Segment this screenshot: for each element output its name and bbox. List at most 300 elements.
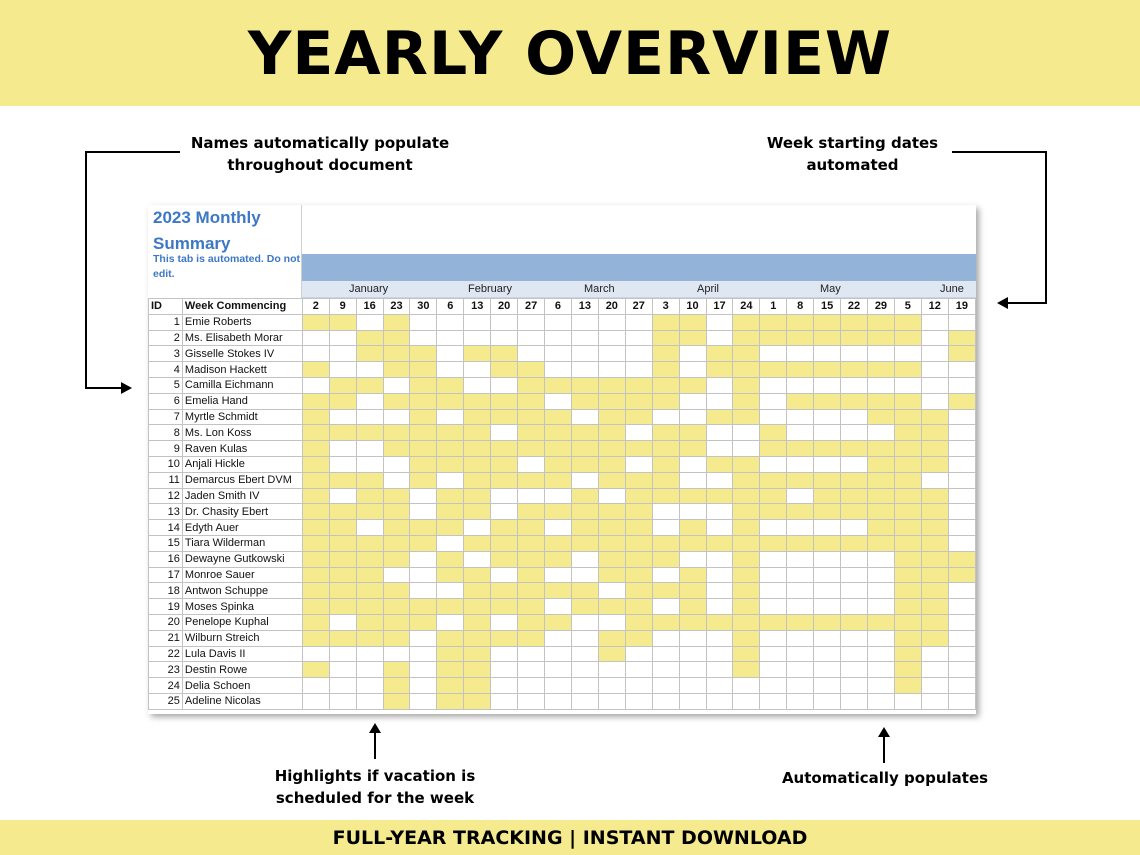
vacation-cell-highlighted — [383, 583, 410, 599]
vacation-cell — [545, 646, 572, 662]
vacation-cell — [329, 346, 356, 362]
vacation-cell-highlighted — [733, 393, 760, 409]
vacation-cell-highlighted — [760, 488, 787, 504]
annotation-names-line-1: Names automatically populate — [190, 134, 450, 152]
vacation-cell-highlighted — [948, 346, 975, 362]
table-row — [149, 567, 976, 583]
vacation-cell — [787, 630, 814, 646]
annotation-dates-connector-bottom — [1008, 302, 1047, 304]
row-name: Antwon Schuppe — [182, 583, 302, 599]
vacation-cell — [437, 583, 464, 599]
week-header: 13 — [464, 299, 491, 315]
vacation-cell-highlighted — [571, 425, 598, 441]
vacation-cell-highlighted — [383, 314, 410, 330]
vacation-cell — [867, 646, 894, 662]
vacation-cell — [841, 567, 868, 583]
vacation-cell — [410, 630, 437, 646]
vacation-cell — [625, 662, 652, 678]
vacation-cell-highlighted — [356, 551, 383, 567]
vacation-cell — [760, 409, 787, 425]
vacation-cell-highlighted — [625, 504, 652, 520]
vacation-cell — [598, 314, 625, 330]
vacation-cell-highlighted — [733, 599, 760, 615]
vacation-cell-highlighted — [921, 441, 948, 457]
vacation-cell — [760, 599, 787, 615]
table-row — [149, 488, 976, 504]
row-id: 6 — [149, 393, 183, 409]
vacation-cell — [814, 551, 841, 567]
vacation-cell-highlighted — [545, 551, 572, 567]
vacation-cell — [356, 393, 383, 409]
vacation-cell-highlighted — [894, 409, 921, 425]
vacation-cell — [948, 535, 975, 551]
vacation-cell-highlighted — [814, 504, 841, 520]
vacation-cell — [545, 488, 572, 504]
vacation-cell-highlighted — [706, 535, 733, 551]
vacation-cell-highlighted — [733, 535, 760, 551]
table-row — [149, 330, 976, 346]
vacation-cell — [410, 693, 437, 709]
vacation-cell-highlighted — [652, 346, 679, 362]
vacation-cell-highlighted — [652, 377, 679, 393]
vacation-cell — [545, 314, 572, 330]
vacation-cell — [787, 567, 814, 583]
row-id: 22 — [149, 646, 183, 662]
arrow-left-icon — [997, 297, 1008, 309]
month-label-january: January — [349, 283, 389, 295]
vacation-cell-highlighted — [679, 441, 706, 457]
vacation-cell — [841, 425, 868, 441]
vacation-cell-highlighted — [302, 599, 329, 615]
vacation-cell-highlighted — [437, 551, 464, 567]
vacation-cell-highlighted — [921, 630, 948, 646]
vacation-cell-highlighted — [598, 599, 625, 615]
vacation-cell — [356, 520, 383, 536]
vacation-cell-highlighted — [491, 535, 518, 551]
vacation-cell-highlighted — [329, 520, 356, 536]
vacation-cell-highlighted — [356, 599, 383, 615]
week-header: 17 — [706, 299, 733, 315]
annotation-populates-line-1: Automatically populates — [781, 769, 989, 787]
row-id: 16 — [149, 551, 183, 567]
vacation-cell — [302, 693, 329, 709]
vacation-cell-highlighted — [383, 678, 410, 694]
vacation-cell — [948, 520, 975, 536]
vacation-cell-highlighted — [679, 488, 706, 504]
vacation-cell — [329, 456, 356, 472]
vacation-cell — [867, 678, 894, 694]
table-row — [149, 346, 976, 362]
grid-header-row — [149, 299, 976, 315]
vacation-cell — [867, 346, 894, 362]
week-header: 12 — [921, 299, 948, 315]
vacation-cell-highlighted — [679, 520, 706, 536]
vacation-cell — [760, 520, 787, 536]
vacation-cell-highlighted — [841, 441, 868, 457]
vacation-cell-highlighted — [733, 362, 760, 378]
vacation-cell — [921, 646, 948, 662]
vacation-cell — [948, 646, 975, 662]
vacation-cell-highlighted — [679, 567, 706, 583]
vacation-cell — [329, 678, 356, 694]
vacation-cell — [356, 314, 383, 330]
row-id: 2 — [149, 330, 183, 346]
vacation-cell — [706, 472, 733, 488]
vacation-cell — [410, 314, 437, 330]
vacation-cell-highlighted — [787, 314, 814, 330]
vacation-cell-highlighted — [894, 599, 921, 615]
vacation-cell — [733, 441, 760, 457]
vacation-cell-highlighted — [894, 583, 921, 599]
vacation-cell-highlighted — [491, 346, 518, 362]
vacation-cell-highlighted — [302, 314, 329, 330]
vacation-cell-highlighted — [464, 504, 491, 520]
vacation-cell — [437, 409, 464, 425]
vacation-cell — [545, 393, 572, 409]
vacation-cell — [706, 551, 733, 567]
vacation-cell — [948, 441, 975, 457]
table-row — [149, 456, 976, 472]
vacation-cell-highlighted — [545, 583, 572, 599]
row-id: 10 — [149, 456, 183, 472]
annotation-dates — [740, 132, 965, 176]
vacation-cell-highlighted — [841, 314, 868, 330]
vacation-cell-highlighted — [814, 614, 841, 630]
vacation-cell — [329, 362, 356, 378]
vacation-cell-highlighted — [598, 504, 625, 520]
vacation-cell-highlighted — [625, 551, 652, 567]
vacation-cell — [760, 456, 787, 472]
vacation-cell — [733, 693, 760, 709]
vacation-cell-highlighted — [545, 441, 572, 457]
vacation-cell-highlighted — [518, 409, 545, 425]
vacation-cell — [545, 567, 572, 583]
vacation-cell-highlighted — [894, 314, 921, 330]
vacation-cell-highlighted — [571, 583, 598, 599]
vacation-cell — [383, 456, 410, 472]
vacation-cell — [841, 646, 868, 662]
week-header: 29 — [867, 299, 894, 315]
vacation-cell — [545, 630, 572, 646]
vacation-cell — [706, 599, 733, 615]
vacation-cell — [652, 567, 679, 583]
table-row — [149, 599, 976, 615]
page-title: YEARLY OVERVIEW — [247, 19, 893, 89]
vacation-cell-highlighted — [841, 488, 868, 504]
vacation-cell-highlighted — [760, 314, 787, 330]
vacation-cell-highlighted — [733, 520, 760, 536]
vacation-cell-highlighted — [545, 425, 572, 441]
vacation-cell-highlighted — [948, 551, 975, 567]
vacation-cell — [464, 377, 491, 393]
table-row — [149, 678, 976, 694]
vacation-cell — [867, 425, 894, 441]
vacation-cell — [760, 393, 787, 409]
table-row — [149, 425, 976, 441]
vacation-cell-highlighted — [652, 393, 679, 409]
vacation-cell-highlighted — [437, 630, 464, 646]
vacation-cell — [302, 678, 329, 694]
vacation-cell — [706, 662, 733, 678]
week-header: 16 — [356, 299, 383, 315]
vacation-cell-highlighted — [464, 425, 491, 441]
row-name: Ms. Lon Koss — [182, 425, 302, 441]
vacation-cell-highlighted — [841, 393, 868, 409]
vacation-cell — [867, 583, 894, 599]
vacation-cell-highlighted — [894, 488, 921, 504]
vacation-cell — [814, 567, 841, 583]
vacation-cell — [437, 535, 464, 551]
row-id: 3 — [149, 346, 183, 362]
vacation-cell-highlighted — [841, 614, 868, 630]
vacation-cell-highlighted — [410, 456, 437, 472]
row-name: Madison Hackett — [182, 362, 302, 378]
vacation-cell-highlighted — [948, 393, 975, 409]
vacation-cell-highlighted — [383, 346, 410, 362]
row-name: Camilla Eichmann — [182, 377, 302, 393]
vacation-cell-highlighted — [518, 567, 545, 583]
vacation-cell — [921, 393, 948, 409]
week-header: 6 — [437, 299, 464, 315]
vacation-cell-highlighted — [571, 520, 598, 536]
vacation-cell-highlighted — [464, 346, 491, 362]
vacation-cell-highlighted — [921, 520, 948, 536]
vacation-cell — [867, 551, 894, 567]
table-row — [149, 409, 976, 425]
row-id: 1 — [149, 314, 183, 330]
vacation-cell-highlighted — [733, 583, 760, 599]
vacation-cell-highlighted — [329, 504, 356, 520]
footer-text: FULL-YEAR TRACKING | INSTANT DOWNLOAD — [332, 827, 808, 849]
vacation-cell — [571, 662, 598, 678]
column-header-week-commencing: Week Commencing — [182, 299, 302, 315]
vacation-cell — [356, 662, 383, 678]
row-name: Dewayne Gutkowski — [182, 551, 302, 567]
vacation-cell-highlighted — [383, 504, 410, 520]
vacation-cell — [814, 456, 841, 472]
vacation-cell — [814, 346, 841, 362]
row-id: 4 — [149, 362, 183, 378]
vacation-cell-highlighted — [652, 535, 679, 551]
vacation-cell-highlighted — [867, 409, 894, 425]
vacation-cell-highlighted — [921, 504, 948, 520]
sheet-header-band — [302, 254, 976, 281]
vacation-cell-highlighted — [491, 456, 518, 472]
vacation-cell-highlighted — [625, 441, 652, 457]
table-row — [149, 520, 976, 536]
vacation-cell — [841, 346, 868, 362]
vacation-cell-highlighted — [302, 456, 329, 472]
vacation-cell-highlighted — [437, 599, 464, 615]
vacation-cell-highlighted — [464, 409, 491, 425]
vacation-cell — [598, 330, 625, 346]
vacation-cell — [652, 662, 679, 678]
vacation-cell-highlighted — [652, 441, 679, 457]
week-header: 13 — [571, 299, 598, 315]
vacation-cell-highlighted — [302, 472, 329, 488]
table-row — [149, 504, 976, 520]
vacation-cell-highlighted — [733, 662, 760, 678]
vacation-cell-highlighted — [598, 646, 625, 662]
vacation-cell-highlighted — [383, 441, 410, 457]
vacation-cell — [518, 456, 545, 472]
vacation-cell — [921, 362, 948, 378]
vacation-cell — [679, 693, 706, 709]
vacation-cell — [356, 456, 383, 472]
vacation-cell-highlighted — [894, 425, 921, 441]
vacation-cell-highlighted — [706, 456, 733, 472]
vacation-cell-highlighted — [571, 535, 598, 551]
vacation-cell-highlighted — [518, 472, 545, 488]
vacation-cell — [652, 520, 679, 536]
vacation-cell-highlighted — [894, 646, 921, 662]
vacation-cell-highlighted — [841, 535, 868, 551]
vacation-cell — [356, 646, 383, 662]
vacation-cell-highlighted — [437, 520, 464, 536]
vacation-cell-highlighted — [518, 441, 545, 457]
vacation-cell-highlighted — [787, 441, 814, 457]
vacation-cell — [464, 520, 491, 536]
vacation-cell — [545, 330, 572, 346]
vacation-cell — [464, 330, 491, 346]
vacation-cell — [491, 504, 518, 520]
vacation-cell — [571, 330, 598, 346]
vacation-cell-highlighted — [437, 662, 464, 678]
vacation-grid — [148, 298, 976, 710]
vacation-cell-highlighted — [329, 535, 356, 551]
vacation-cell-highlighted — [652, 314, 679, 330]
vacation-cell — [329, 662, 356, 678]
vacation-cell — [948, 314, 975, 330]
vacation-cell — [679, 678, 706, 694]
row-name: Wilburn Streich — [182, 630, 302, 646]
vacation-cell-highlighted — [356, 567, 383, 583]
vacation-cell-highlighted — [598, 409, 625, 425]
vacation-cell — [410, 646, 437, 662]
month-label-march: March — [584, 283, 615, 295]
vacation-cell — [921, 314, 948, 330]
week-header: 10 — [679, 299, 706, 315]
vacation-cell — [867, 377, 894, 393]
vacation-cell-highlighted — [598, 551, 625, 567]
vacation-cell-highlighted — [571, 377, 598, 393]
vacation-cell-highlighted — [356, 425, 383, 441]
vacation-cell-highlighted — [329, 472, 356, 488]
row-id: 13 — [149, 504, 183, 520]
vacation-cell — [814, 583, 841, 599]
vacation-cell-highlighted — [787, 362, 814, 378]
vacation-cell — [491, 377, 518, 393]
vacation-cell-highlighted — [464, 393, 491, 409]
row-id: 24 — [149, 678, 183, 694]
vacation-cell-highlighted — [302, 504, 329, 520]
vacation-cell-highlighted — [437, 567, 464, 583]
vacation-cell — [760, 630, 787, 646]
vacation-cell-highlighted — [491, 551, 518, 567]
vacation-cell-highlighted — [598, 520, 625, 536]
vacation-cell-highlighted — [894, 551, 921, 567]
vacation-cell-highlighted — [814, 441, 841, 457]
vacation-cell — [625, 456, 652, 472]
vacation-cell — [571, 646, 598, 662]
vacation-cell-highlighted — [760, 535, 787, 551]
vacation-cell — [760, 646, 787, 662]
row-name: Demarcus Ebert DVM — [182, 472, 302, 488]
vacation-cell — [948, 504, 975, 520]
vacation-cell — [625, 330, 652, 346]
vacation-cell-highlighted — [464, 456, 491, 472]
vacation-cell-highlighted — [383, 662, 410, 678]
row-id: 8 — [149, 425, 183, 441]
annotation-dates-line-1: Week starting dates — [766, 134, 939, 152]
vacation-cell-highlighted — [894, 678, 921, 694]
vacation-cell-highlighted — [598, 393, 625, 409]
vacation-cell-highlighted — [679, 330, 706, 346]
vacation-cell-highlighted — [410, 393, 437, 409]
vacation-cell-highlighted — [894, 441, 921, 457]
vacation-cell — [760, 346, 787, 362]
vacation-cell-highlighted — [679, 535, 706, 551]
vacation-cell-highlighted — [545, 504, 572, 520]
vacation-cell — [814, 377, 841, 393]
vacation-cell-highlighted — [437, 646, 464, 662]
vacation-cell-highlighted — [814, 488, 841, 504]
vacation-cell — [410, 504, 437, 520]
vacation-cell — [679, 409, 706, 425]
vacation-cell — [625, 693, 652, 709]
vacation-cell — [679, 362, 706, 378]
vacation-cell — [841, 662, 868, 678]
row-name: Raven Kulas — [182, 441, 302, 457]
vacation-cell-highlighted — [464, 693, 491, 709]
annotation-names-connector-bottom — [85, 387, 121, 389]
vacation-cell — [706, 425, 733, 441]
vacation-cell-highlighted — [302, 551, 329, 567]
vacation-cell — [625, 346, 652, 362]
row-name: Gisselle Stokes IV — [182, 346, 302, 362]
vacation-cell — [841, 551, 868, 567]
vacation-cell — [491, 425, 518, 441]
row-name: Penelope Kuphal — [182, 614, 302, 630]
vacation-cell-highlighted — [383, 599, 410, 615]
vacation-cell-highlighted — [518, 520, 545, 536]
vacation-cell-highlighted — [867, 393, 894, 409]
vacation-cell — [814, 678, 841, 694]
vacation-cell — [598, 614, 625, 630]
vacation-cell-highlighted — [814, 393, 841, 409]
vacation-cell — [706, 441, 733, 457]
vacation-cell-highlighted — [464, 599, 491, 615]
vacation-cell-highlighted — [302, 567, 329, 583]
vacation-cell — [464, 362, 491, 378]
vacation-cell — [491, 614, 518, 630]
vacation-cell-highlighted — [518, 362, 545, 378]
vacation-cell — [464, 551, 491, 567]
vacation-cell-highlighted — [706, 488, 733, 504]
vacation-cell-highlighted — [921, 614, 948, 630]
vacation-cell — [518, 693, 545, 709]
vacation-cell-highlighted — [733, 472, 760, 488]
vacation-cell-highlighted — [383, 425, 410, 441]
vacation-cell — [841, 630, 868, 646]
vacation-cell-highlighted — [410, 346, 437, 362]
vacation-cell-highlighted — [894, 520, 921, 536]
vacation-cell — [356, 409, 383, 425]
week-header: 5 — [894, 299, 921, 315]
vacation-cell — [491, 693, 518, 709]
vacation-cell-highlighted — [571, 488, 598, 504]
vacation-cell — [760, 567, 787, 583]
